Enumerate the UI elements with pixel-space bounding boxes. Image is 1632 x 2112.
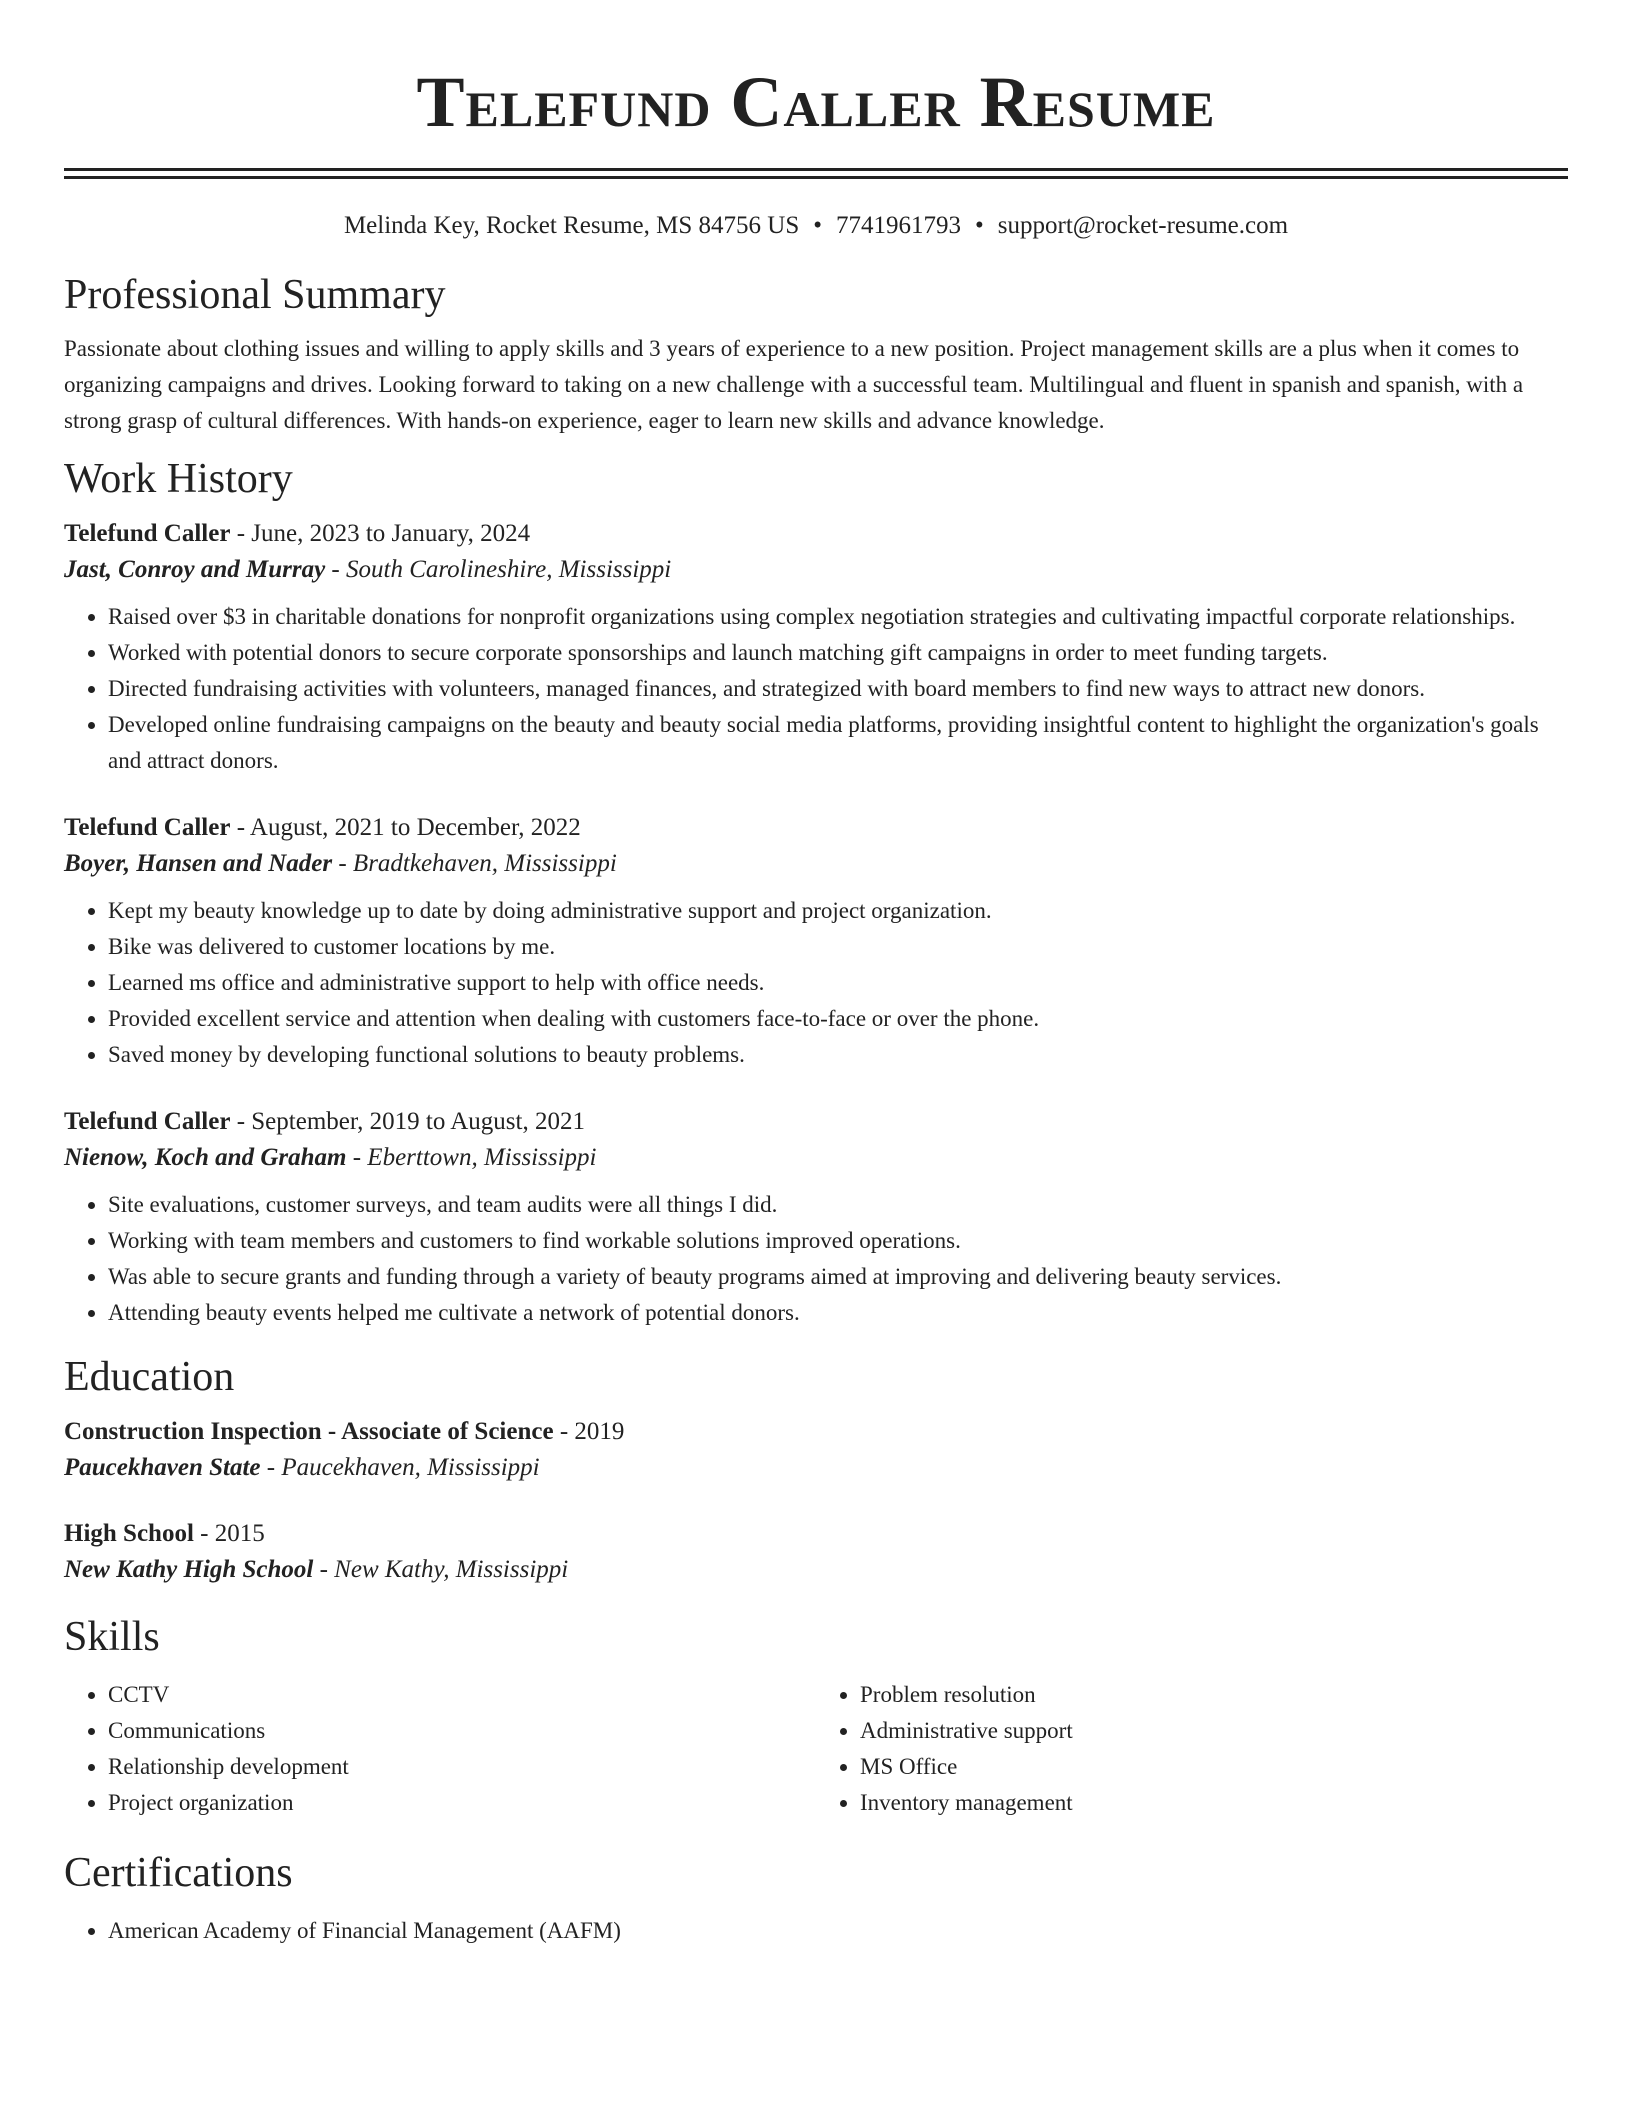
skill-item: • Inventory management bbox=[860, 1785, 1568, 1821]
education-school: Paucekhaven State bbox=[64, 1454, 261, 1481]
job-title: Telefund Caller bbox=[64, 520, 231, 547]
education-location: - New Kathy, Mississippi bbox=[313, 1556, 569, 1583]
skills-list bbox=[64, 1677, 1568, 1821]
list-item: • Raised over $3 in charitable donations for nonprofit organizations using complex negotiation strategies and cultivating impactful corporate relationships. bbox=[108, 599, 1568, 635]
job-location: - Bradtkehaven, Mississippi bbox=[332, 850, 617, 877]
skills-heading: Skills bbox=[64, 1614, 160, 1660]
education-header bbox=[64, 1517, 1568, 1551]
job-title: Telefund Caller bbox=[64, 1108, 231, 1135]
title-rule-bottom bbox=[64, 176, 1568, 179]
job-duties bbox=[64, 1187, 1568, 1331]
education-year: - 2015 bbox=[193, 1520, 265, 1547]
certifications-heading: Certifications bbox=[64, 1850, 293, 1896]
contact-phone: 7741961793 bbox=[836, 212, 961, 239]
contact-separator: • bbox=[975, 212, 984, 239]
skill-item: • CCTV bbox=[108, 1677, 816, 1713]
job-dates: - August, 2021 to December, 2022 bbox=[230, 814, 581, 841]
skill-item: • Problem resolution bbox=[860, 1677, 1568, 1713]
list-item: • Was able to secure grants and funding through a variety of beauty programs aimed at improving and delivering beauty services. bbox=[108, 1259, 1568, 1295]
summary-text: Passionate about clothing issues and willing to apply skills and 3 years of experience to a new position. Project management skills are a plus when it comes to organizing campaigns and drives. Looking forward to taking on a new challenge with a successful team. Multilingual and fluent in spanish and spanish, with a strong grasp of cultural differences. With hands-on experience, eager to learn new skills and advance knowledge. bbox=[64, 336, 1524, 433]
work-history-heading: Work History bbox=[64, 456, 293, 502]
job-company: Nienow, Koch and Graham bbox=[64, 1144, 347, 1171]
job-entry bbox=[64, 1105, 1568, 1331]
job-employer bbox=[64, 1139, 1568, 1177]
skill-item: • Administrative support bbox=[860, 1713, 1568, 1749]
job-employer bbox=[64, 551, 1568, 589]
education-school: New Kathy High School bbox=[64, 1556, 314, 1583]
job-title: Telefund Caller bbox=[64, 814, 231, 841]
education-degree: Construction Inspection - Associate of Science bbox=[64, 1418, 554, 1445]
list-item: • Bike was delivered to customer locations by me. bbox=[108, 929, 1568, 965]
list-item: • Site evaluations, customer surveys, and team audits were all things I did. bbox=[108, 1187, 1568, 1223]
list-item: • Worked with potential donors to secure corporate sponsorships and launch matching gift campaigns in order to meet funding targets. bbox=[108, 635, 1568, 671]
list-item: • Learned ms office and administrative support to help with office needs. bbox=[108, 965, 1568, 1001]
job-header bbox=[64, 811, 1568, 845]
job-entry bbox=[64, 517, 1568, 779]
skill-item: • Communications bbox=[108, 1713, 816, 1749]
education-school-line bbox=[64, 1449, 1568, 1487]
list-item: • Provided excellent service and attention when dealing with customers face-to-face or over the phone. bbox=[108, 1001, 1568, 1037]
job-header bbox=[64, 1105, 1568, 1139]
job-employer bbox=[64, 845, 1568, 883]
contact-line bbox=[64, 209, 1568, 243]
list-item: • Kept my beauty knowledge up to date by doing administrative support and project organization. bbox=[108, 893, 1568, 929]
skills-column-left bbox=[64, 1677, 816, 1821]
job-duties bbox=[64, 893, 1568, 1073]
job-duties bbox=[64, 599, 1568, 779]
contact-email: support@rocket-resume.com bbox=[997, 212, 1289, 239]
list-item: • Working with team members and customers to find workable solutions improved operations. bbox=[108, 1223, 1568, 1259]
list-item: • Developed online fundraising campaigns on the beauty and beauty social media platforms, providing insightful content to highlight the organization's goals and attract donors. bbox=[108, 707, 1568, 779]
education-entry bbox=[64, 1517, 1568, 1589]
education-heading: Education bbox=[64, 1354, 235, 1400]
education-location: - Paucekhaven, Mississippi bbox=[260, 1454, 540, 1481]
list-item: • Directed fundraising activities with volunteers, managed finances, and strategized with board members to find new ways to attract new donors. bbox=[108, 671, 1568, 707]
resume-title: Telefund Caller Resume bbox=[416, 62, 1216, 142]
job-dates: - September, 2019 to August, 2021 bbox=[230, 1108, 585, 1135]
education-header bbox=[64, 1415, 1568, 1449]
job-company: Jast, Conroy and Murray bbox=[64, 556, 326, 583]
job-header bbox=[64, 517, 1568, 551]
education-school-line bbox=[64, 1551, 1568, 1589]
job-location: - South Carolineshire, Mississippi bbox=[325, 556, 672, 583]
skill-item: • Relationship development bbox=[108, 1749, 816, 1785]
job-company: Boyer, Hansen and Nader bbox=[64, 850, 333, 877]
education-degree: High School bbox=[64, 1520, 194, 1547]
skill-item: • MS Office bbox=[860, 1749, 1568, 1785]
job-location: - Eberttown, Mississippi bbox=[346, 1144, 597, 1171]
skill-item: • Project organization bbox=[108, 1785, 816, 1821]
contact-address: Melinda Key, Rocket Resume, MS 84756 US bbox=[343, 212, 800, 239]
education-entry bbox=[64, 1415, 1568, 1487]
job-dates: - June, 2023 to January, 2024 bbox=[230, 520, 531, 547]
job-entry bbox=[64, 811, 1568, 1073]
certifications-list bbox=[64, 1913, 1568, 1949]
contact-separator: • bbox=[813, 212, 822, 239]
summary-heading: Professional Summary bbox=[64, 272, 446, 318]
list-item: • Saved money by developing functional solutions to beauty problems. bbox=[108, 1037, 1568, 1073]
title-rule-top bbox=[64, 168, 1568, 171]
skills-column-right bbox=[816, 1677, 1568, 1821]
certification-item: • American Academy of Financial Management (AAFM) bbox=[108, 1913, 1568, 1949]
list-item: • Attending beauty events helped me cultivate a network of potential donors. bbox=[108, 1295, 1568, 1331]
education-year: - 2019 bbox=[553, 1418, 625, 1445]
